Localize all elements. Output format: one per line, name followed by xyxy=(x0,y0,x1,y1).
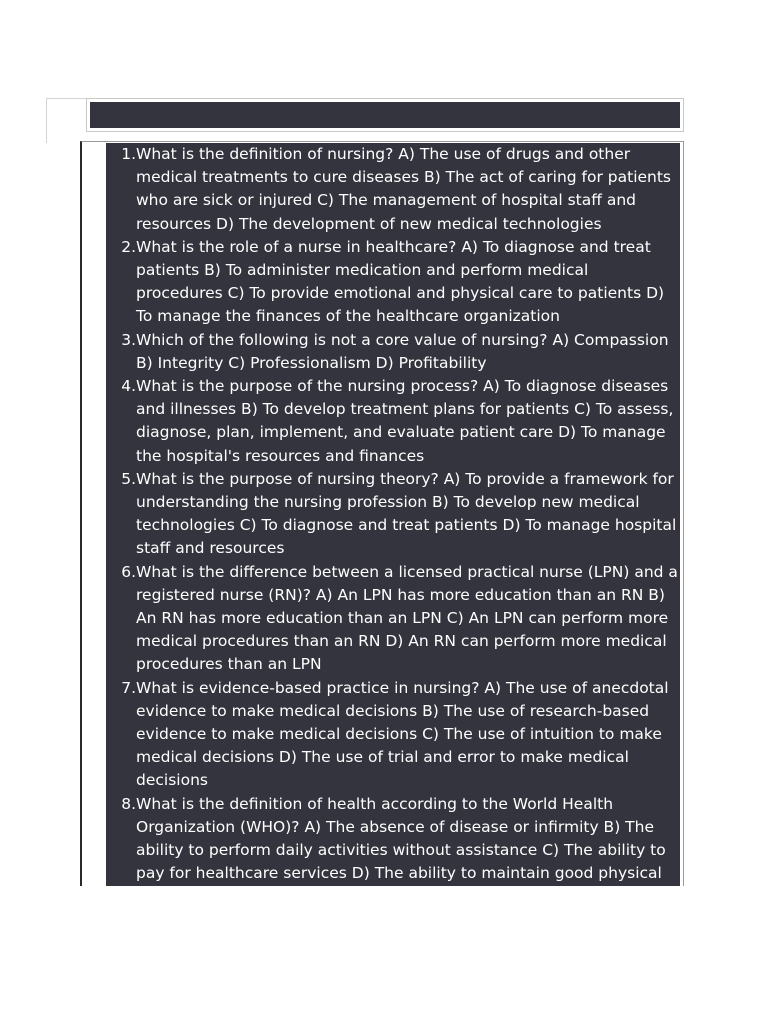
question-text: What is the definition of health according to the World Health Organization (WHO)? A) The absence of disease or infirmity B) The ability to perform daily activities without assistance C) The ability to pay for healthcare services D) The ability to maintain good physical fitness xyxy=(136,794,666,906)
question-number: 6. xyxy=(121,562,136,581)
question-item xyxy=(106,793,680,909)
question-number: 5. xyxy=(121,469,136,488)
question-item xyxy=(106,561,680,677)
question-number: 4. xyxy=(121,377,136,396)
question-item xyxy=(106,468,680,561)
question-text: What is the role of a nurse in healthcare? A) To diagnose and treat patients B) To administer medication and perform medical procedures C) To provide emotional and physical care to patients D) To manage the finances of the healthcare organization xyxy=(136,237,665,326)
question-number: 7. xyxy=(121,678,136,697)
questions-panel xyxy=(106,143,680,906)
question-item xyxy=(106,677,680,793)
question-list xyxy=(106,143,680,909)
question-item xyxy=(106,236,680,329)
question-number: 8. xyxy=(121,794,136,813)
question-number: 3. xyxy=(121,330,136,349)
question-number: 1. xyxy=(121,145,136,163)
header-bar xyxy=(86,98,684,132)
question-text: What is the difference between a licensed practical nurse (LPN) and a registered nurse (RN)? A) An LPN has more education than an RN B) An RN has more education than an LPN C) An LPN can perform more medical procedures than an RN D) An RN can perform more medical procedures than an LPN xyxy=(136,562,678,674)
question-text: What is the purpose of nursing theory? A) To provide a framework for understanding the nursing profession B) To develop new medical technologies C) To diagnose and treat patients D) To manage hospital staff and resources xyxy=(136,469,677,558)
header-bar-fill xyxy=(90,102,680,128)
question-item xyxy=(106,143,680,236)
question-text: What is the definition of nursing? A) The use of drugs and other medical treatments to cure diseases B) The act of caring for patients who are sick or injured C) The management of hospital staff and resources D) The development of new medical technologies xyxy=(136,145,672,233)
question-item xyxy=(106,329,680,375)
question-text: Which of the following is not a core value of nursing? A) Compassion B) Integrity C) Professionalism D) Profitability xyxy=(136,330,669,372)
question-text: What is the purpose of the nursing process? A) To diagnose diseases and illnesses B) To develop treatment plans for patients C) To assess, diagnose, plan, implement, and evaluate patient care D) To manage the hospital's resources and finances xyxy=(136,377,674,465)
frame-corner xyxy=(46,98,87,143)
question-item xyxy=(106,375,680,468)
question-number: 2. xyxy=(121,237,136,256)
question-text: What is evidence-based practice in nursing? A) The use of anecdotal evidence to make medical decisions B) The use of research-based evidence to make medical decisions C) The use of intuition to make medical decisions D) The use of trial and error to make medical decisions xyxy=(136,678,669,790)
